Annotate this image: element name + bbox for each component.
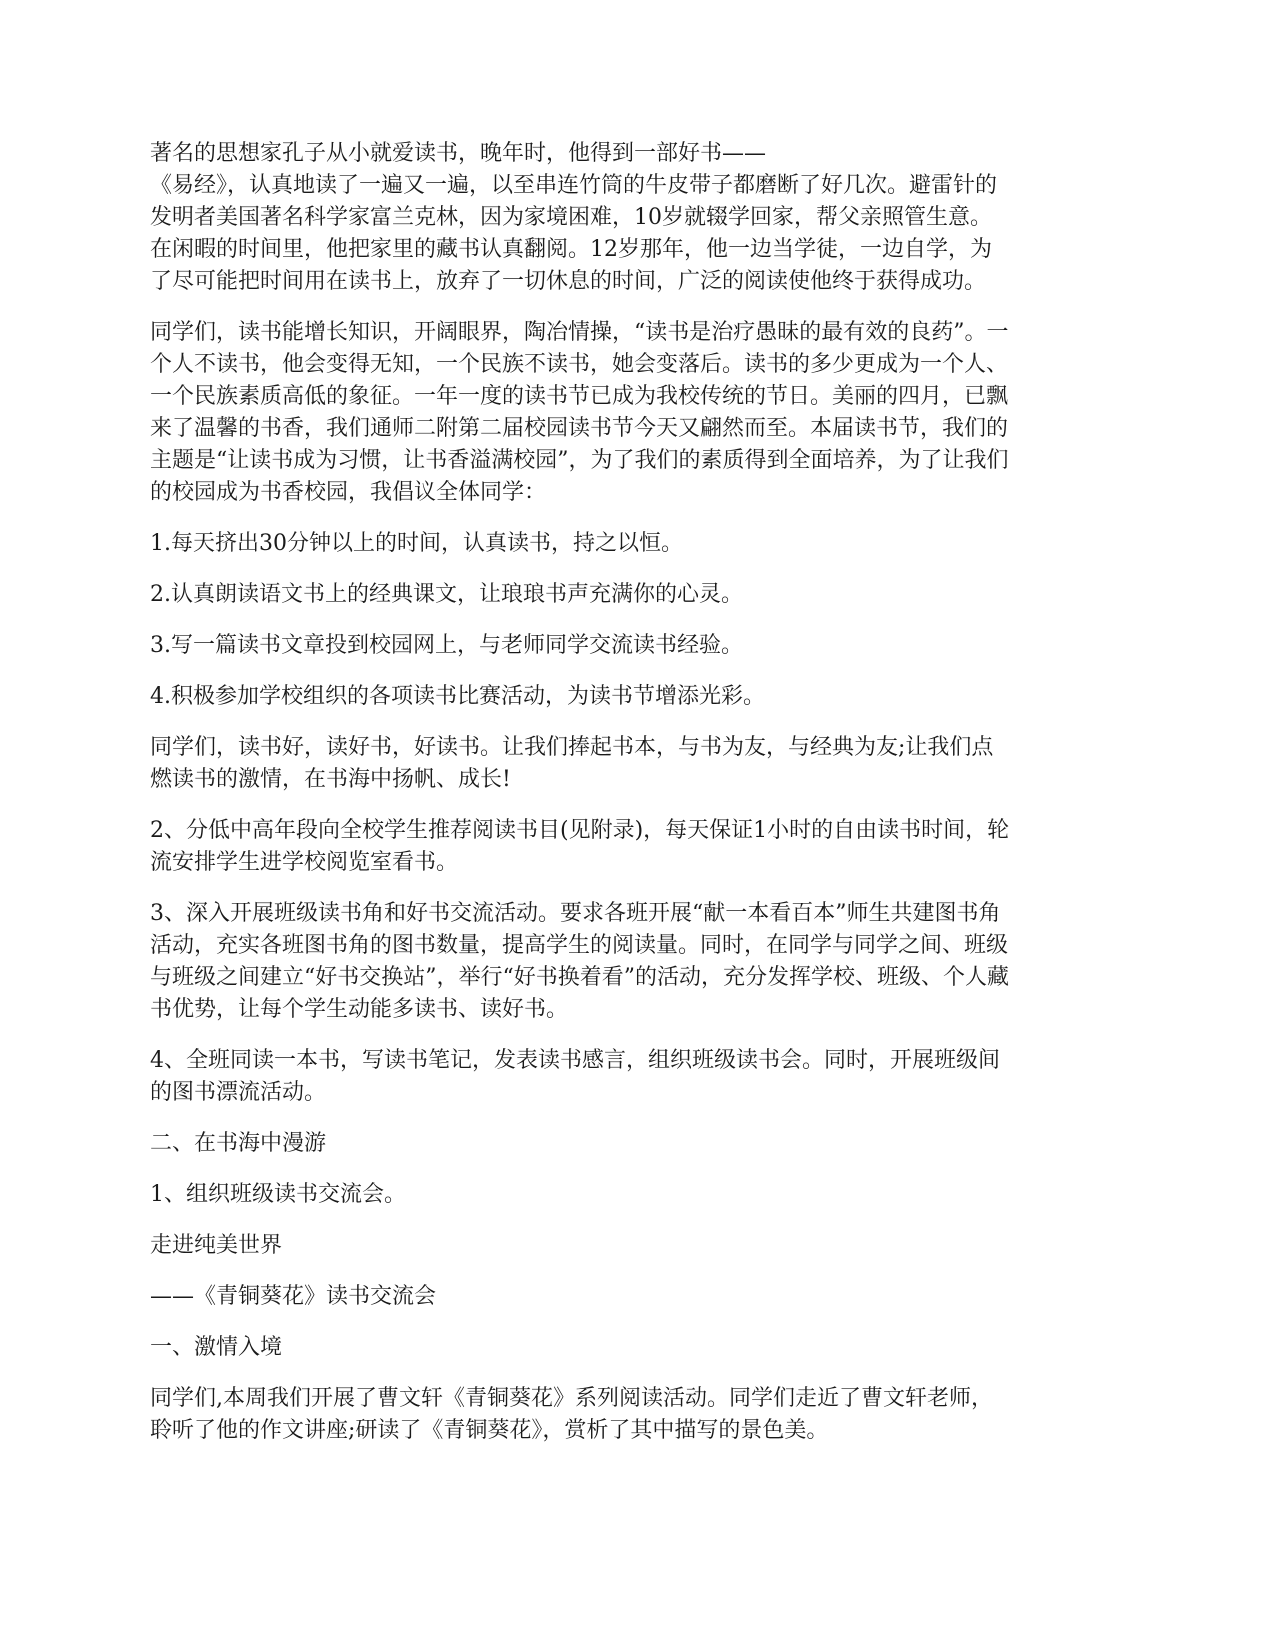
paragraph — [150, 138, 1130, 298]
text-line: 一个民族素质高低的象征。一年一度的读书节已成为我校传统的节日。美丽的四月，已飘 — [150, 384, 1009, 409]
text-line: 同学们，读书能增长知识，开阔眼界，陶冶情操，“读书是治疗愚昧的最有效的良药”。一 — [150, 320, 1009, 345]
paragraph — [150, 1281, 1130, 1313]
text-line: 一、激情入境 — [150, 1335, 283, 1360]
text-line: 了尽可能把时间用在读书上，放弃了一切休息的时间，广泛的阅读使他终于获得成功。 — [150, 269, 987, 294]
text-line: 同学们,本周我们开展了曹文轩《青铜葵花》系列阅读活动。同学们走近了曹文轩老师， — [150, 1386, 993, 1411]
text-line: 的图书漂流活动。 — [150, 1080, 327, 1105]
paragraph — [150, 681, 1130, 713]
text-line: 著名的思想家孔子从小就爱读书，晚年时，他得到一部好书—— — [150, 141, 767, 166]
document-body — [150, 138, 1130, 1466]
paragraph — [150, 1230, 1130, 1262]
text-line: 2、分低中高年段向全校学生推荐阅读书目(见附录)，每天保证1小时的自由读书时间，轮 — [150, 818, 1010, 843]
paragraph — [150, 1332, 1130, 1364]
text-line: 3、深入开展班级读书角和好书交流活动。要求各班开展“献一本看百本”师生共建图书角 — [150, 901, 1001, 926]
paragraph — [150, 898, 1130, 1026]
text-line: 来了温馨的书香，我们通师二附第二届校园读书节今天又翩然而至。本届读书节，我们的 — [150, 416, 1009, 441]
paragraph — [150, 1383, 1130, 1447]
text-line: 书优势，让每个学生动能多读书、读好书。 — [150, 997, 569, 1022]
paragraph — [150, 815, 1130, 879]
text-line: 同学们，读书好，读好书，好读书。让我们捧起书本，与书为友，与经典为友;让我们点 — [150, 735, 994, 760]
text-line: 活动，充实各班图书角的图书数量，提高学生的阅读量。同时，在同学与同学之间、班级 — [150, 933, 1009, 958]
paragraph — [150, 732, 1130, 796]
paragraph — [150, 528, 1130, 560]
text-line: 1、组织班级读书交流会。 — [150, 1182, 406, 1207]
paragraph — [150, 630, 1130, 662]
text-line: 流安排学生进学校阅览室看书。 — [150, 850, 459, 875]
text-line: 发明者美国著名科学家富兰克林，因为家境困难，10岁就辍学回家，帮父亲照管生意。 — [150, 205, 992, 230]
paragraph — [150, 1179, 1130, 1211]
paragraph — [150, 317, 1130, 509]
text-line: 主题是“让读书成为习惯，让书香溢满校园”，为了我们的素质得到全面培养，为了让我们 — [150, 448, 1009, 473]
text-line: 1.每天挤出30分钟以上的时间，认真读书，持之以恒。 — [150, 531, 683, 556]
text-line: 个人不读书，他会变得无知，一个民族不读书，她会变落后。读书的多少更成为一个人、 — [150, 352, 1009, 377]
paragraph — [150, 1045, 1130, 1109]
paragraph — [150, 1128, 1130, 1160]
text-line: 的校园成为书香校园，我倡议全体同学： — [150, 480, 547, 505]
text-line: 2.认真朗读语文书上的经典课文，让琅琅书声充满你的心灵。 — [150, 582, 743, 607]
text-line: 4、全班同读一本书，写读书笔记，发表读书感言，组织班级读书会。同时，开展班级间 — [150, 1048, 1000, 1073]
text-line: 在闲暇的时间里，他把家里的藏书认真翻阅。12岁那年，他一边当学徒，一边自学，为 — [150, 237, 992, 262]
text-line: ——《青铜葵花》读书交流会 — [150, 1284, 437, 1309]
text-line: 聆听了他的作文讲座;研读了《青铜葵花》，赏析了其中描写的景色美。 — [150, 1418, 829, 1443]
text-line: 3.写一篇读书文章投到校园网上，与老师同学交流读书经验。 — [150, 633, 743, 658]
text-line: 与班级之间建立“好书交换站”，举行“好书换着看”的活动，充分发挥学校、班级、个人藏 — [150, 965, 1009, 990]
text-line: 4.积极参加学校组织的各项读书比赛活动，为读书节增添光彩。 — [150, 684, 765, 709]
text-line: 二、在书海中漫游 — [150, 1131, 327, 1156]
text-line: 走进纯美世界 — [150, 1233, 283, 1258]
text-line: 燃读书的激情，在书海中扬帆、成长! — [150, 767, 511, 792]
text-line: 《易经》，认真地读了一遍又一遍，以至串连竹筒的牛皮带子都磨断了好几次。避雷针的 — [150, 173, 998, 198]
paragraph — [150, 579, 1130, 611]
